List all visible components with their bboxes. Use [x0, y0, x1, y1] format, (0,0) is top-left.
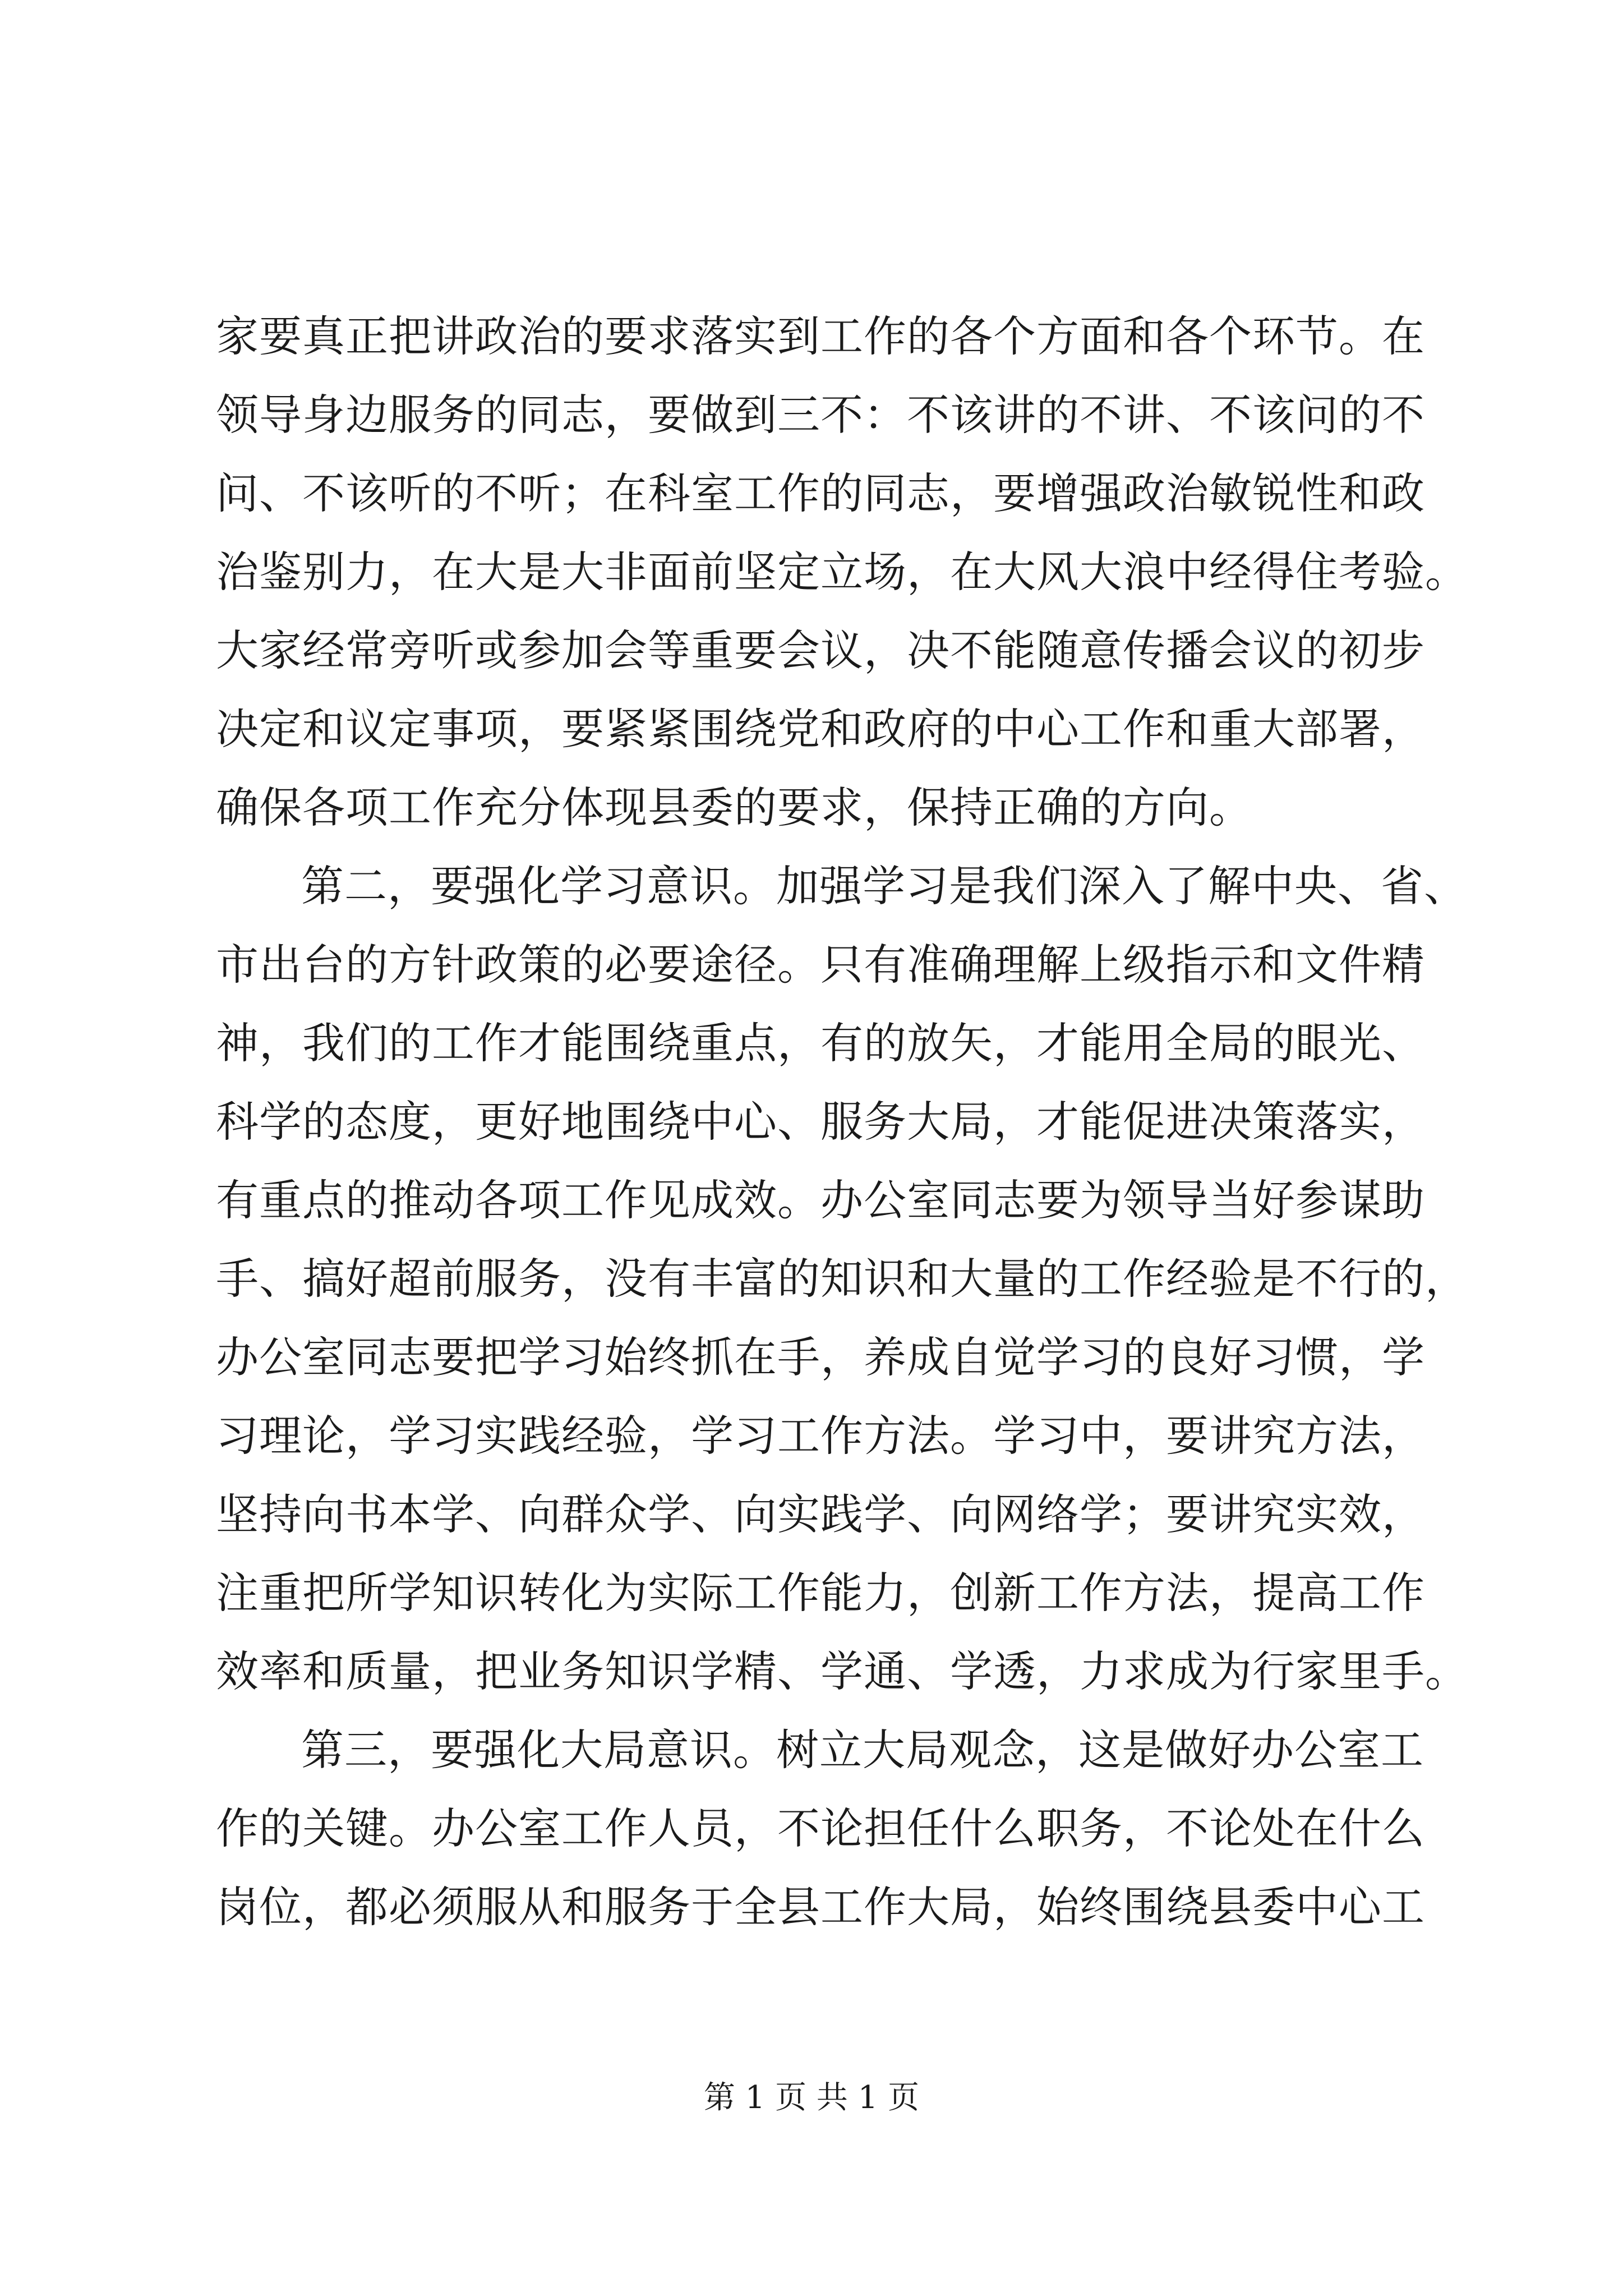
- text-line: 神，我们的工作才能围绕重点，有的放矢，才能用全局的眼光、: [216, 1018, 1425, 1068]
- text-line: 大家经常旁听或参加会等重要会议，决不能随意传播会议的初步: [216, 625, 1425, 675]
- text-line: 习理论，学习实践经验，学习工作方法。学习中，要讲究方法，: [216, 1411, 1425, 1461]
- page-number-label: 第 1 页 共 1 页: [703, 2079, 920, 2116]
- text-line: 市出台的方针政策的必要途径。只有准确理解上级指示和文件精: [216, 940, 1425, 990]
- paragraph-start-line: 第三，要强化大局意识。树立大局观念，这是做好办公室工: [301, 1725, 1424, 1775]
- text-line: 注重把所学知识转化为实际工作能力，创新工作方法，提高工作: [216, 1568, 1425, 1618]
- text-line: 领导身边服务的同志，要做到三不：不该讲的不讲、不该问的不: [216, 390, 1425, 440]
- paragraph-start-line: 第二，要强化学习意识。加强学习是我们深入了解中央、省、: [301, 861, 1467, 911]
- text-line: 有重点的推动各项工作见成效。办公室同志要为领导当好参谋助: [216, 1175, 1425, 1225]
- text-line: 家要真正把讲政治的要求落实到工作的各个方面和各个环节。在: [216, 311, 1425, 361]
- text-line: 科学的态度，更好地围绕中心、服务大局，才能促进决策落实，: [216, 1097, 1425, 1147]
- text-line: 作的关键。办公室工作人员，不论担任什么职务，不论处在什么: [216, 1803, 1425, 1853]
- text-line: 办公室同志要把学习始终抓在手，养成自觉学习的良好习惯，学: [216, 1332, 1425, 1382]
- text-line: 决定和议定事项，要紧紧围绕党和政府的中心工作和重大部署，: [216, 704, 1425, 754]
- text-line: 治鉴别力，在大是大非面前坚定立场，在大风大浪中经得住考验。: [216, 547, 1468, 597]
- text-line: 岗位，都必须服从和服务于全县工作大局，始终围绕县委中心工: [216, 1882, 1425, 1932]
- body-text: [216, 297, 1468, 1947]
- text-line: 坚持向书本学、向群众学、向实践学、向网络学；要讲究实效，: [216, 1489, 1425, 1539]
- text-line: 手、搞好超前服务，没有丰富的知识和大量的工作经验是不行的，: [216, 1254, 1468, 1304]
- text-line: 确保各项工作充分体现县委的要求，保持正确的方向。: [216, 783, 1252, 832]
- text-line: 问、不该听的不听；在科室工作的同志，要增强政治敏锐性和政: [216, 468, 1425, 518]
- text-line: 效率和质量，把业务知识学精、学通、学透，力求成为行家里手。: [216, 1646, 1468, 1696]
- page-footer: [0, 2076, 1623, 2120]
